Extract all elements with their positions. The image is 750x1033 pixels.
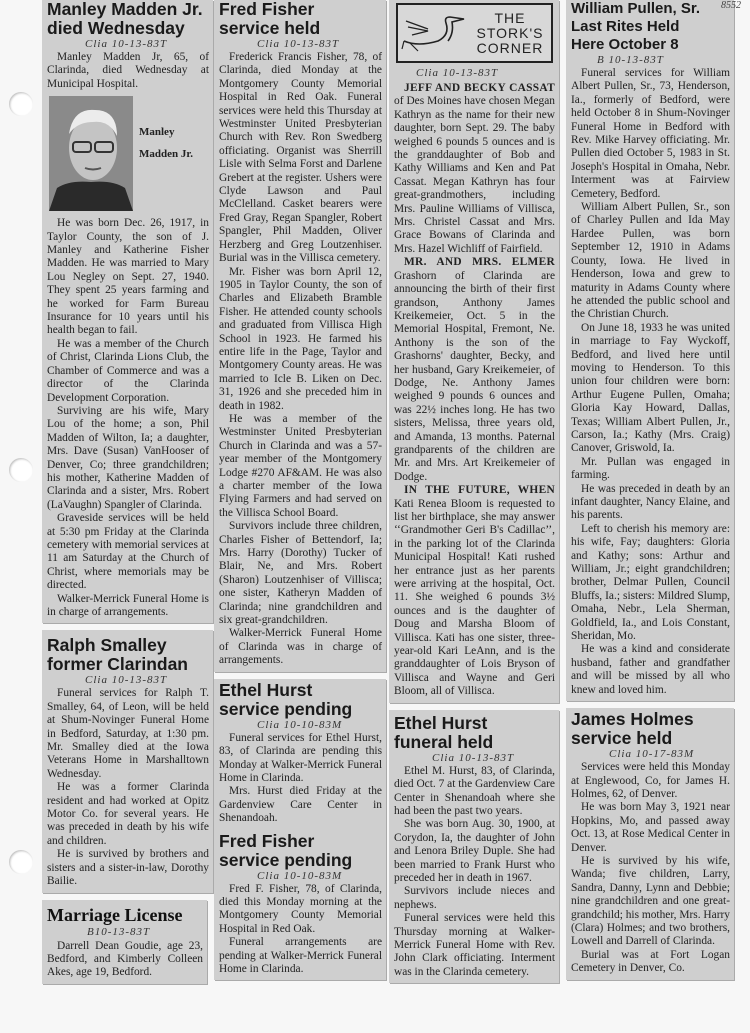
clipping-ralph-smalley <box>42 630 213 892</box>
headline-line: Fred Fisher <box>219 830 315 851</box>
paragraph: Funeral services for Ralph T. Smalley, 64, of Leon, will be held at Shum-Novinger Funeral Home in Bedford, Saturday, at 1:30 pm. Mr. Smalley died at the Iowa Veterans Home in Marshalltown Wednesday. <box>47 687 209 780</box>
headline-line: service held <box>571 728 673 749</box>
clipping-fred-fisher-service-held <box>214 0 386 672</box>
announcement-text: of Des Moines have chosen Megan Kathryn as the name for their new daughter, born Sept. 29. The baby weighed 6 pounds 5 ounces and is the granddaughter of Bob and Kathy Williams and Ken and Pat Cassat. Megan Kathryn has four great-grandmothers, including Mrs. Pauline Williams of Villisca, Mrs. Christel Cassat and Mrs. Grace Bowans of Clarinda and Mrs. Hazel Wichliff of Fairfield. <box>394 95 555 255</box>
paragraph: Burial was at Fort Logan Cemetery in Denver, Co. <box>571 948 730 975</box>
handwritten-date: Clia 10-13-83T <box>416 67 499 79</box>
headline-line: James Holmes <box>571 709 694 730</box>
headline-line: Last Rites Held <box>571 18 680 35</box>
paragraph: Fred F. Fisher, 78, of Clarinda, died this Monday morning at the Montgomery County Memorial Hospital in Red Oak. <box>219 882 382 935</box>
clipping-william-pullen <box>566 0 734 701</box>
article-body <box>571 67 730 697</box>
handwritten-date: Clia 10-13-83T <box>432 751 515 764</box>
paragraph: He was born May 3, 1921 near Hopkins, Mo, and passed away Oct. 13, at Rose Medical Center in Denver. <box>571 801 730 854</box>
headline-line: service pending <box>219 849 353 870</box>
headline <box>219 681 382 719</box>
article-body <box>571 761 730 976</box>
stork-icon <box>398 11 470 55</box>
announcement-text: Grashorn of Clarinda are announcing the birth of their first grandson, Anthony James Kreikemeier, Oct. 5 in the Memorial Hospital, Fremont, Ne. Anthony is the son of the Grashorns' daughter, Becky, and her husband, Gary Kreikemeier, of Dodge, Ne. Anthony James weighed 9 pounds 6 ounces and was 22½ inches long. He has two sisters, Melissa, three years old, and Amanda, 13 months. Paternal grandparents of the children are Mr. and Mrs. Art Kreikemeier of Dodge. <box>394 269 555 483</box>
handwritten-date: B 10-13-83T <box>597 54 664 66</box>
paragraph: He was a kind and considerate husband, father and grandfather and will be missed by all who knew and loved him. <box>571 643 730 696</box>
paragraph: Services were held this Monday at Englewood, Co, for James H. Holmes, 62, of Denver. <box>571 761 730 800</box>
page-number-note: 8552 <box>721 0 741 11</box>
headline-line: Here October 8 <box>571 36 679 53</box>
headline <box>394 714 555 752</box>
announcement-lead: IN THE FUTURE, WHEN <box>404 484 555 497</box>
paragraph: Frederick Francis Fisher, 78, of Clarinda, died Monday at the Montgomery County Memorial Hospital in Red Oak. Funeral services were held this Thursday at Westminster United Presbyterian Church with Rev. Ron Swedberg officiating. Organist was Sherrill Lisle with Selma Forst and Darlene Grebert at the register. Ushers were Clyde Lawson and Paul McClelland. Casket bearers were Fred Gray, Regan Spangler, Robert Spangler, Phil Madden, Oliver Herzberg and Greg Loutzenhiser. Burial was in the Villisca cemetery. <box>219 51 382 265</box>
paragraph: Funeral arrangements are pending at Walker-Merrick Funeral Home in Clarinda. <box>219 936 382 975</box>
handwritten-date: B10-13-83T <box>87 925 151 938</box>
paragraph: Funeral services were held this Thursday morning at Walker-Merrick Funeral Home with Rev. John Clark officiating. Interment was in the Clarinda cemetery. <box>394 912 555 978</box>
paragraph: Walker-Merrick Funeral Home is in charge of arrangements. <box>47 592 209 618</box>
headline <box>47 0 209 38</box>
clipping-storks-corner <box>389 0 559 703</box>
handwritten-date: Clia 10-10-83M <box>257 718 343 731</box>
title-line: CORNER <box>476 39 544 56</box>
column-title <box>470 11 550 56</box>
headline-line: died Wednesday <box>47 18 185 38</box>
handwritten-date: Clia 10-13-83T <box>85 674 168 687</box>
binder-hole <box>9 92 33 116</box>
headline <box>219 0 382 38</box>
column-2 <box>214 0 386 980</box>
title-line: THE <box>494 9 526 26</box>
paragraph: Darrell Dean Goudie, age 23, Bedford, and Kimberly Colleen Akes, age 19, Bedford. <box>47 939 203 979</box>
announcement-lead: MR. AND MRS. ELMER <box>404 256 555 269</box>
paragraph: She was born Aug. 30, 1900, at Corydon, Ia, the daughter of John and Lenora Briley Duple. She had been married to Frank Hurst who preceded her in death in 1967. <box>394 818 555 884</box>
announcement-text: Kati Renea Bloom is requested to list her birthplace, she may answer ‘‘Grandmother Geri B's Cadillac’’, in the parking lot of the Clarinda Municipal Hospital! Kati rushed her entrance just as her parents were arriving at the hospital, Oct. 11. She weighed 6 pounds 3½ ounces and is the daughter of Doug and Marsha Bloom of Villisca. Kati has one sister, three-year-old Kari LeAnn, and is the granddaughter of Lois Bryson of Villisca and Wayne and Geri Bloom, all of Villisca. <box>394 497 555 698</box>
article-body <box>219 883 382 977</box>
clipping-pending-services <box>214 679 386 981</box>
headline <box>571 0 730 54</box>
binder-hole <box>9 850 33 874</box>
binder-hole <box>9 458 33 482</box>
headline-line: service pending <box>219 698 353 719</box>
paragraph: Mr. Fisher was born April 12, 1905 in Taylor County, the son of Charles and Elizabeth Bramble Fisher. He attended county schools and graduated from Villisca High School in 1923. He farmed his entire life in the Page, Taylor and Montgomery County areas. He was married to Icle B. Liken on Dec. 31, 1926 and she preceded him in death in 1982. <box>219 265 382 412</box>
paragraph: He was a former Clarinda resident and had worked at Opitz Motor Co. for several years. He was preceded in death by his wife and children. <box>47 781 209 847</box>
paragraph: Surviving are his wife, Mary Lou of the home; a son, Phil Madden of Wilton, Ia; a daughter, Mrs. Dave (Susan) VanHooser of Denver, Co; three grandchildren; his mother, Katherine Madden of Clarinda and a sister, Mrs. Robert (LaVaughn) Spangler of Clarinda. <box>47 404 209 511</box>
headline <box>47 636 209 674</box>
headline-line: service held <box>219 18 321 38</box>
paragraph: Funeral services for Ethel Hurst, 83, of Clarinda are pending this Monday at Walker-Merrick Funeral Home in Clarinda. <box>219 731 382 784</box>
article-body <box>394 82 555 699</box>
paragraph: He was a member of the Church of Christ, Clarinda Lions Club, the Chamber of Commerce and was a director of the Clarinda Development Corporation. <box>47 337 209 404</box>
caption-line: Madden Jr. <box>139 148 193 161</box>
paragraph: Manley Madden Jr, 65, of Clarinda, died Wednesday at Municipal Hospital. <box>47 51 209 90</box>
portrait-image <box>49 96 133 211</box>
handwritten-date: Clia 10-17-83M <box>609 748 695 761</box>
paragraph: He was a member of the Westminster United Presbyterian Church in Clarinda and was a 57-year member of the Montgomery Lodge #270 AF&AM. He was also a charter member of the Iowa Flying Farmers and had served on the Villisca School Board. <box>219 412 382 519</box>
headline-line: funeral held <box>394 731 494 752</box>
clipping-marriage-license <box>42 900 207 984</box>
headline-line: Ethel Hurst <box>394 712 488 733</box>
headline: Marriage License <box>47 904 183 925</box>
article-body <box>219 51 382 668</box>
title-line: STORK'S <box>476 24 544 41</box>
headline-line: Ethel Hurst <box>219 679 313 700</box>
birth-announcement <box>394 82 555 256</box>
paragraph: Survivors include three children, Charles Fisher of Bettendorf, Ia; Mrs. Harry (Dorothy) Tucker of Blair, Ne, and Mrs. Robert (Sharon) Loutzenhiser of Villisca; one sister, Katheryn Madden of Clarinda; nine grandchildren and six great-grandchildren. <box>219 520 382 627</box>
headline <box>571 710 730 748</box>
article-body <box>47 51 209 619</box>
handwritten-date: Clia 10-10-83M <box>257 869 343 882</box>
paragraph: He was born Dec. 26, 1917, in Taylor County, the son of J. Manley and Katherine Fisher Madden. He was married to Mary Lou Negley on Sept. 27, 1940. They spent 25 years farming and he worked for Farm Bureau Insurance for 10 years until his health began to fail. <box>47 217 209 337</box>
column-4 <box>566 0 734 980</box>
paragraph: Funeral services for William Albert Pullen, Sr., 73, Henderson, Ia., formerly of Bedford, were held October 8 in Shum-Novinger Funeral Home in Bedford with Rev. Mike Harvey officiating. Mr. Pullen died October 5, 1983 in St. Joseph's Hospital in Omaha, Nebr. Interment was at Fairview Cemetery, Bedford. <box>571 67 730 200</box>
paragraph: William Albert Pullen, Sr., son of Charley Pullen and Ida May Hardee Pullen, was born September 12, 1910 in Adams County, Iowa. He lived in Henderson, Iowa and grew to maturity in Adams County where he attended the public school and the Christian Church. <box>571 201 730 321</box>
article-body <box>394 765 555 980</box>
handwritten-date: Clia 10-13-83T <box>257 38 340 50</box>
paragraph: Graveside services will be held at 5:30 pm Friday at the Clarinda cemetery with memorial services at 11 am Saturday at the Church of Christ, where memorials may be directed. <box>47 512 209 592</box>
clipping-manley-madden <box>42 0 213 623</box>
headline-line: former Clarindan <box>47 654 188 675</box>
handwritten-date: Clia 10-13-83T <box>85 38 168 50</box>
column-1 <box>42 0 213 984</box>
paragraph: Survivors include nieces and nephews. <box>394 885 555 911</box>
announcement-lead: JEFF AND BECKY CASSAT <box>404 82 555 94</box>
paragraph: Mr. Pullan was engaged in farming. <box>571 455 730 482</box>
column-logo <box>396 3 553 63</box>
column-3 <box>389 0 559 983</box>
clipping-ethel-hurst-funeral-held <box>389 710 559 984</box>
caption-line: Manley <box>139 126 175 139</box>
headline-line: Fred Fisher <box>219 0 315 19</box>
article-body <box>219 732 382 826</box>
paragraph: Mrs. Hurst died Friday at the Gardenview Care Center in Shenandoah. <box>219 785 382 825</box>
paragraph: On June 18, 1933 he was united in marriage to Fay Wyckoff, Bedford, and lived here until moving to Henderson. To this union four children were born: Arthur Eugene Pullen, Omaha; Gloria Kay Howard, Dallas, Texas; William Albert Pullen, Jr., Carson, Ia.; Kathy (Mrs. Craig) Canover, Griswold, Ia. <box>571 321 730 455</box>
paragraph: Ethel M. Hurst, 83, of Clarinda, died Oct. 7 at the Gardenview Care Center in Shenandoah where she had been the past two years. <box>394 764 555 817</box>
headline-line: William Pullen, Sr. <box>571 0 701 17</box>
headline <box>219 832 382 870</box>
paragraph: He is survived by his wife, Wanda; five children, Larry, Sandra, Danny, Lynn and Debbie; nine grandchildren and one great-grandchild; his mother, Mrs. Harry (Clara) Holmes; and two brothers, Lowell and Darrell of Clarinda. <box>571 854 730 948</box>
paragraph: Left to cherish his memory are: his wife, Fay; daughters: Gloria and Kathy; sons: Arthur and William, Jr.; eight grandchildren; brother, Delmar Pullen, Council Bluffs, Ia.; sisters: Mildred Slump, Omaha, Nebr., Lela Sherman, Goldfield, Ia., and Lois Constant, Sheridan, Mo. <box>571 522 730 643</box>
paragraph: He is survived by brothers and sisters and a sister-in-law, Dorothy Bailie. <box>47 848 209 888</box>
portrait-photo <box>49 96 133 211</box>
article-body <box>47 940 203 980</box>
birth-announcement <box>394 484 555 699</box>
clipping-james-holmes <box>566 708 734 980</box>
headline-line: Manley Madden Jr. <box>47 0 203 19</box>
paragraph: He was preceded in death by an infant daughter, Nancy Elaine, and his parents. <box>571 482 730 522</box>
headline-line: Ralph Smalley <box>47 635 167 656</box>
birth-announcement <box>394 256 555 484</box>
article-body <box>47 687 209 888</box>
paragraph: Walker-Merrick Funeral Home of Clarinda was in charge of arrangements. <box>219 627 382 667</box>
